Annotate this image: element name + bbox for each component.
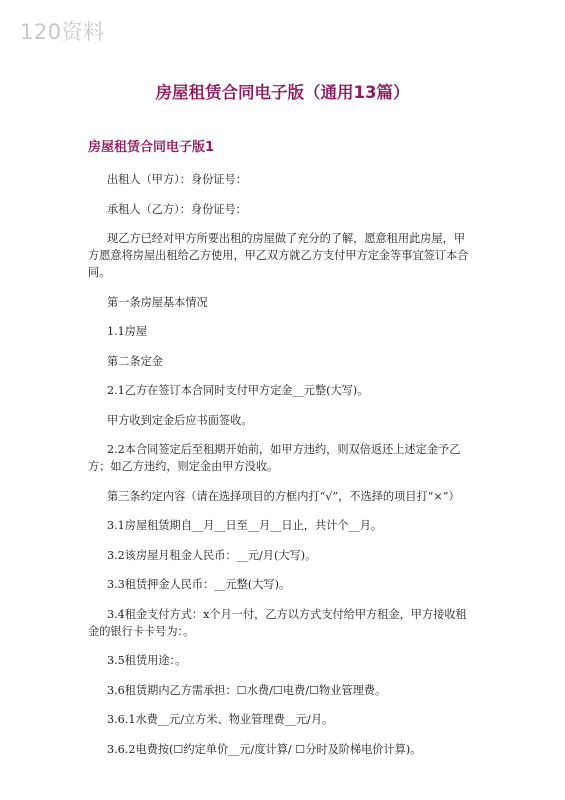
paragraph-2-1: 2.1乙方在签订本合同时支付甲方定金__元整(大写)。 [107, 384, 369, 397]
paragraph-preamble: 现乙方已经对甲方所要出租的房屋做了充分的了解，愿意租用此房屋，甲方愿意将房屋出租给乙方使用，甲乙双方就乙方支付甲方定金等事宜签订本合同。 [88, 232, 469, 279]
paragraph-3-2: 3.2该房屋月租金人民币：__元/月(大写)。 [107, 548, 317, 562]
paragraph-3-6: 3.6租赁期内乙方需承担：☐水费/☐电费/☐物业管理费。 [107, 683, 387, 697]
paragraph-receipt: 甲方收到定金后应书面签收。 [107, 413, 253, 427]
paragraph-article-2: 第二条定金 [107, 354, 163, 368]
paragraph-3-6-1: 3.6.1水费__元/立方米、物业管理费__元/月。 [107, 713, 334, 726]
paragraph-3-6-2: 3.6.2电费按(☐约定单价__元/度计算/ ☐分时及阶梯电价计算)。 [107, 742, 422, 756]
watermark: 120资料 [20, 20, 105, 44]
document-title: 房屋租赁合同电子版（通用13篇） [155, 83, 410, 102]
paragraph-2-2: 2.2本合同签定后至租期开始前，如甲方违约，则双倍返还上述定金予乙方；如乙方违约，则定金由甲方没收。 [88, 443, 461, 473]
paragraph-3-5: 3.5租赁用途：。 [107, 654, 187, 667]
paragraph-article-1: 第一条房屋基本情况 [107, 295, 208, 309]
paragraph-3-4: 3.4租金支付方式：x个月一付，乙方以方式支付给甲方租金，甲方接收租金的银行卡卡号为：。 [88, 607, 467, 638]
paragraph-lessor: 出租人（甲方）：身份证号： [107, 173, 247, 186]
paragraph-lessee: 承租人（乙方）：身份证号： [107, 202, 247, 216]
paragraph-article-3: 第三条约定内容（请在选择项目的方框内打“√”，不选择的项目打“×”） [107, 489, 460, 503]
section-title: 房屋租赁合同电子版1 [88, 140, 215, 155]
document-body [88, 171, 470, 770]
paragraph-3-1: 3.1房屋租赁期自__月__日至__月__日止，共计个__月。 [107, 519, 383, 532]
paragraph-3-3: 3.3租赁押金人民币：__元整(大写)。 [107, 578, 291, 591]
paragraph-1-1: 1.1房屋 [107, 325, 148, 338]
